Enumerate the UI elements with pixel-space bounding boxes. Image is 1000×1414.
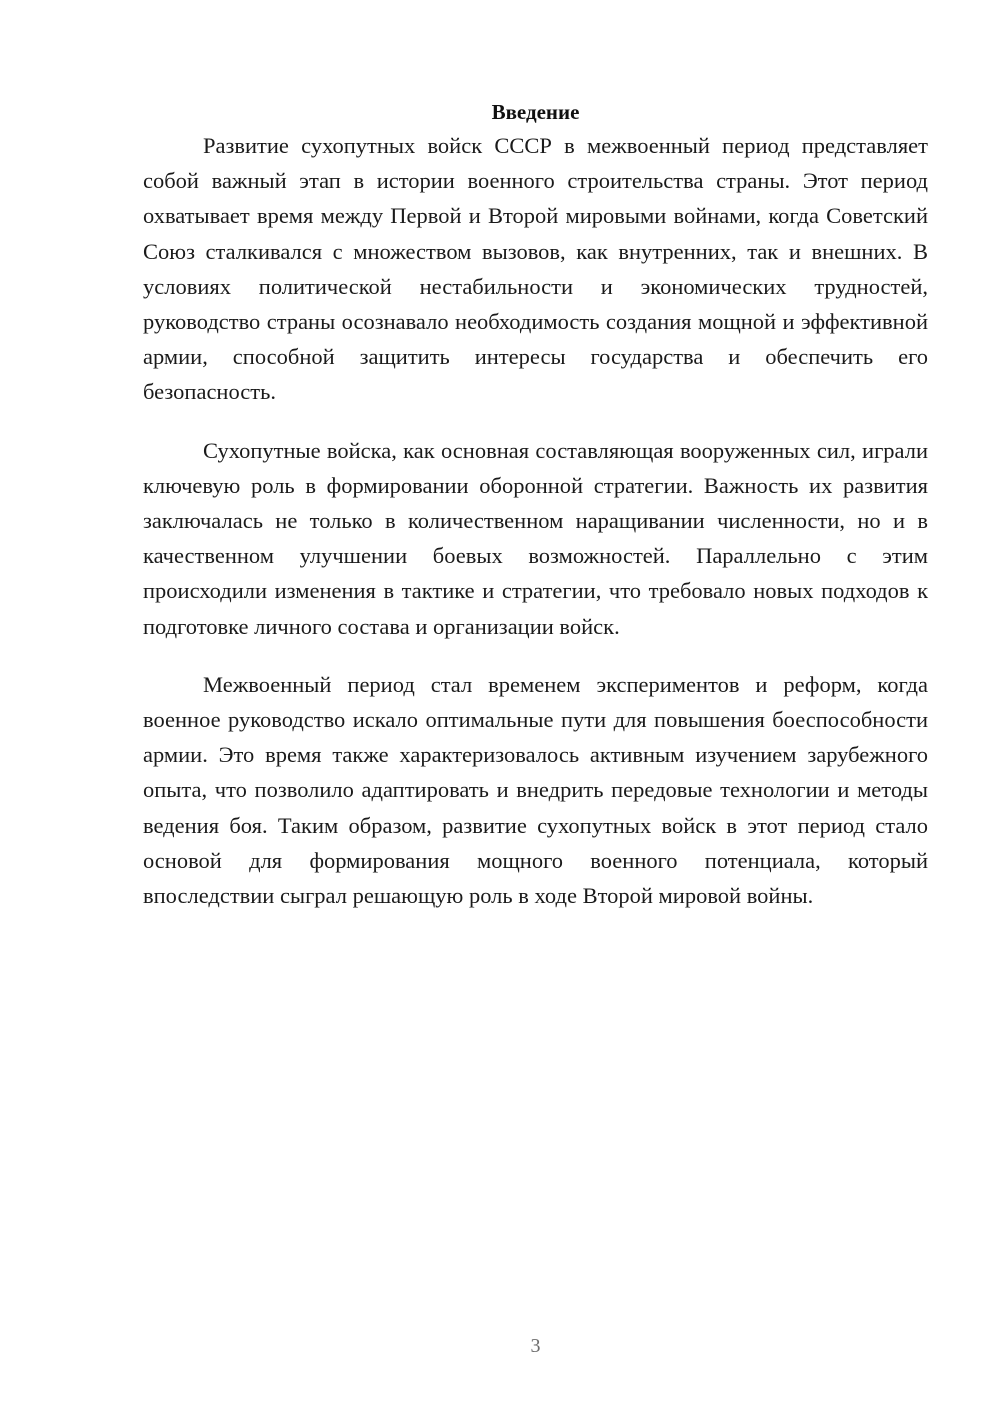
page-number: 3 <box>530 1335 541 1357</box>
paragraph-2: Сухопутные войска, как основная составляющая вооруженных сил, играли ключевую роль в формировании оборонной стратегии. Важность их развития заключалась не только в количественном наращивании численности, но и в качественном улучшении боевых возможностей. Параллельно с этим происходили изменения в тактике и стратегии, что требовало новых подходов к подготовке личного состава и организации войск. <box>143 437 928 639</box>
paragraph-3: Межвоенный период стал временем экспериментов и реформ, когда военное руководство искало оптимальные пути для повышения боеспособности армии. Это время также характеризовалось активным изучением зарубежного опыта, что позволило адаптировать и внедрить передовые технологии и методы ведения боя. Таким образом, развитие сухопутных войск в этот период стало основой для формирования мощного военного потенциала, который впоследствии сыграл решающую роль в ходе Второй мировой войны. <box>143 671 928 909</box>
page-content <box>143 97 928 936</box>
paragraph-1: Развитие сухопутных войск СССР в межвоенный период представляет собой важный этап в истории военного строительства страны. Этот период охватывает время между Первой и Второй мировыми войнами, когда Советский Союз сталкивался с множеством вызовов, как внутренних, так и внешних. В условиях политической нестабильности и экономических трудностей, руководство страны осознавало необходимость создания мощной и эффективной армии, способной защитить интересы государства и обеспечить его безопасность. <box>143 133 928 405</box>
section-heading: Введение <box>491 100 580 124</box>
